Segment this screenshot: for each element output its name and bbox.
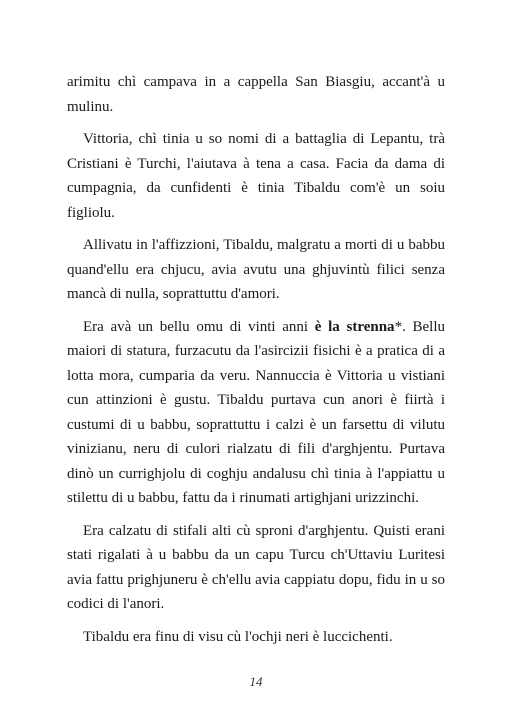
paragraph-5-text: Era calzatu di stifali alti cù sproni d'arghjentu. Quisti erani stati rigalati à u babbu da un capu Turcu ch'Uttaviu Luritesi avia fattu prighjuneru è ch'ellu avia cappiatu dopu, fidu in u so codici di l'anori. [67, 522, 445, 612]
paragraph-3 [67, 233, 445, 307]
body-text [67, 70, 445, 657]
paragraph-4-text-before: Era avà un bellu omu di vinti anni [83, 318, 315, 335]
page-number: 14 [249, 674, 263, 689]
paragraph-6 [67, 625, 445, 650]
paragraph-5 [67, 519, 445, 617]
paragraph-1 [67, 70, 445, 119]
paragraph-4-text-after: *. Bellu maiori di statura, furzacutu da l'asircizii fisichi è a pratica di a lotta mora, cumparia da veru. Nannuccia è Vittoria u vistiani cun attinzioni è gustu. Tibaldu purtava cun anori è fiirtà i custumi di u babbu, soprattuttu i calzi è un farsettu di vilutu vinizianu, neru di culori rialzatu di fili d'arghjentu. Purtava dinò un currighjolu di coghju andalusu chì tinia à l'appiattu u stilettu di u babbu, fattu da i rinumati artighjani urizzinchi. [67, 318, 445, 506]
paragraph-4-bold-phrase: è la strenna [314, 318, 395, 335]
paragraph-2-text: Vittoria, chì tinia u so nomi di a battaglia di Lepantu, trà Cristiani è Turchi, l'aiutava à tena a casa. Facia da dama di cumpagnia, da cunfidenti è tinia Tibaldu com'è un soiu figliolu. [67, 131, 445, 221]
paragraph-2 [67, 127, 445, 225]
paragraph-3-text: Allivatu in l'affizzioni, Tibaldu, malgratu a morti di u babbu quand'ellu era chjucu, avia avutu una ghjuvintù filici senza mancà di nulla, soprattuttu d'amori. [67, 237, 445, 302]
paragraph-1-text: arimitu chì campava in a cappella San Biasgiu, accant'à u mulinu. [67, 74, 445, 115]
paragraph-6-text: Tibaldu era finu di visu cù l'ochji neri è luccichenti. [83, 628, 393, 645]
paragraph-4 [67, 315, 445, 511]
